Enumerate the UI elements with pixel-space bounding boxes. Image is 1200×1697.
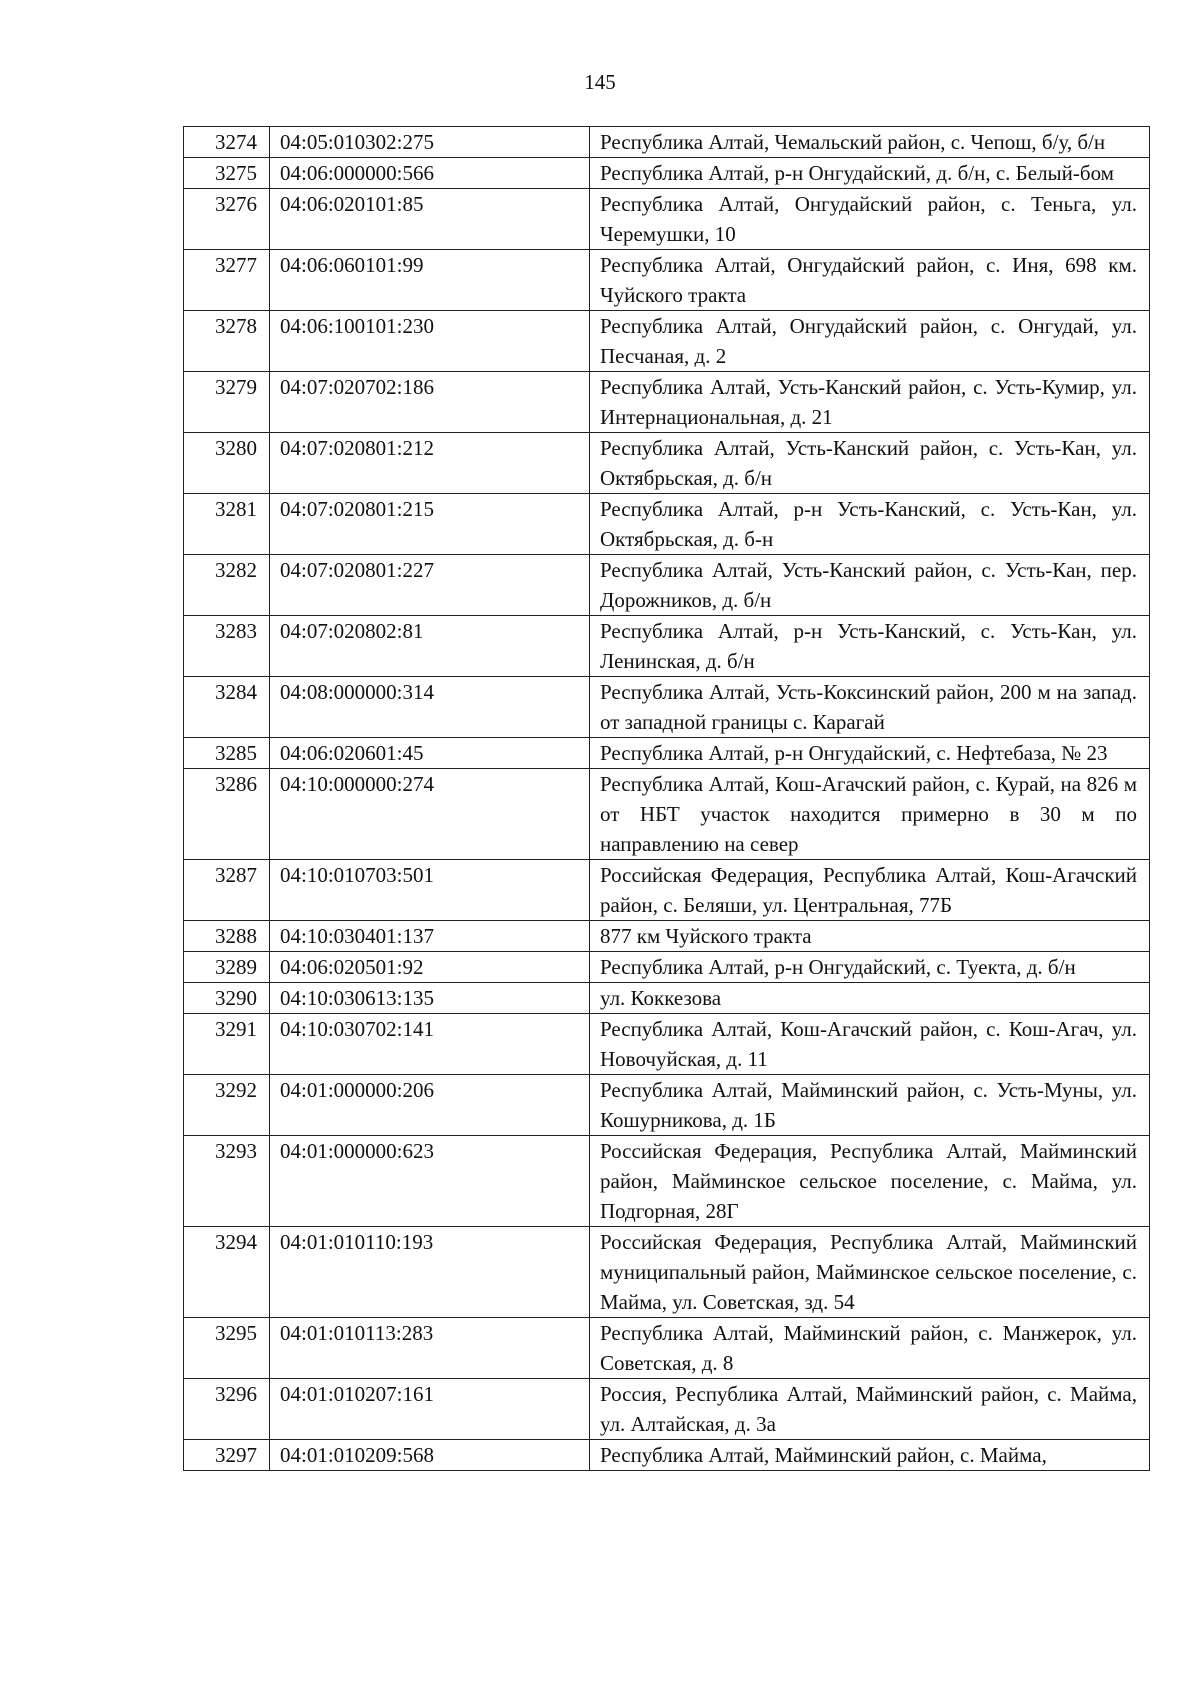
address-cell: Российская Федерация, Республика Алтай, Майминский район, Майминское сельское поселение, с. Майма, ул. Подгорная, 28Г: [590, 1136, 1150, 1227]
row-number-cell: 3293: [184, 1136, 270, 1227]
cadastral-number-cell: 04:06:020101:85: [270, 189, 590, 250]
address-cell: Республика Алтай, Онгудайский район, с. Теньга, ул. Черемушки, 10: [590, 189, 1150, 250]
row-number-cell: 3284: [184, 677, 270, 738]
row-number-cell: 3281: [184, 494, 270, 555]
table-row: [184, 1136, 1150, 1227]
cadastral-number-cell: 04:07:020801:215: [270, 494, 590, 555]
cadastral-number-cell: 04:06:000000:566: [270, 158, 590, 189]
cadastral-number-cell: 04:01:000000:623: [270, 1136, 590, 1227]
row-number-cell: 3283: [184, 616, 270, 677]
table-row: [184, 1227, 1150, 1318]
row-number-cell: 3288: [184, 921, 270, 952]
row-number-cell: 3282: [184, 555, 270, 616]
cadastral-number-cell: 04:05:010302:275: [270, 127, 590, 158]
cadastral-number-cell: 04:07:020801:212: [270, 433, 590, 494]
address-cell: Республика Алтай, Майминский район, с. Майма,: [590, 1440, 1150, 1471]
table-row: [184, 311, 1150, 372]
address-cell: Республика Алтай, Майминский район, с. Манжерок, ул. Советская, д. 8: [590, 1318, 1150, 1379]
row-number-cell: 3296: [184, 1379, 270, 1440]
table-row: [184, 433, 1150, 494]
address-cell: Республика Алтай, Кош-Агачский район, с. Курай, на 826 м от НБТ участок находится примерно в 30 м по направлению на север: [590, 769, 1150, 860]
cadastral-number-cell: 04:06:100101:230: [270, 311, 590, 372]
cadastral-number-cell: 04:01:010207:161: [270, 1379, 590, 1440]
row-number-cell: 3278: [184, 311, 270, 372]
table-row: [184, 616, 1150, 677]
table-row: [184, 952, 1150, 983]
table-row: [184, 1379, 1150, 1440]
address-cell: Республика Алтай, Майминский район, с. Усть-Муны, ул. Кошурникова, д. 1Б: [590, 1075, 1150, 1136]
row-number-cell: 3289: [184, 952, 270, 983]
table-row: [184, 158, 1150, 189]
table-row: [184, 127, 1150, 158]
row-number-cell: 3297: [184, 1440, 270, 1471]
table-row: [184, 983, 1150, 1014]
address-cell: Республика Алтай, Усть-Канский район, с. Усть-Кан, ул. Октябрьская, д. б/н: [590, 433, 1150, 494]
row-number-cell: 3287: [184, 860, 270, 921]
cadastral-number-cell: 04:01:000000:206: [270, 1075, 590, 1136]
address-cell: Республика Алтай, Чемальский район, с. Чепош, б/у, б/н: [590, 127, 1150, 158]
cadastral-number-cell: 04:01:010110:193: [270, 1227, 590, 1318]
row-number-cell: 3295: [184, 1318, 270, 1379]
cadastral-number-cell: 04:10:000000:274: [270, 769, 590, 860]
address-cell: Республика Алтай, Онгудайский район, с. Онгудай, ул. Песчаная, д. 2: [590, 311, 1150, 372]
address-cell: 877 км Чуйского тракта: [590, 921, 1150, 952]
address-cell: Республика Алтай, р-н Усть-Канский, с. Усть-Кан, ул. Ленинская, д. б/н: [590, 616, 1150, 677]
address-cell: Республика Алтай, р-н Онгудайский, с. Туекта, д. б/н: [590, 952, 1150, 983]
page-number: 145: [584, 70, 616, 94]
cadastral-number-cell: 04:07:020802:81: [270, 616, 590, 677]
table-row: [184, 677, 1150, 738]
address-cell: Республика Алтай, Усть-Коксинский район, 200 м на запад. от западной границы с. Карагай: [590, 677, 1150, 738]
registry-table: [183, 126, 1150, 1471]
cadastral-number-cell: 04:10:030702:141: [270, 1014, 590, 1075]
address-cell: Республика Алтай, р-н Онгудайский, д. б/н, с. Белый-бом: [590, 158, 1150, 189]
table-row: [184, 860, 1150, 921]
table-row: [184, 189, 1150, 250]
table-row: [184, 555, 1150, 616]
row-number-cell: 3276: [184, 189, 270, 250]
address-cell: Россия, Республика Алтай, Майминский район, с. Майма, ул. Алтайская, д. 3а: [590, 1379, 1150, 1440]
cadastral-number-cell: 04:10:030401:137: [270, 921, 590, 952]
cadastral-number-cell: 04:01:010113:283: [270, 1318, 590, 1379]
address-cell: Российская Федерация, Республика Алтай, Кош-Агачский район, с. Беляши, ул. Центральная, 77Б: [590, 860, 1150, 921]
row-number-cell: 3290: [184, 983, 270, 1014]
address-cell: Республика Алтай, Онгудайский район, с. Иня, 698 км. Чуйского тракта: [590, 250, 1150, 311]
row-number-cell: 3291: [184, 1014, 270, 1075]
address-cell: ул. Коккезова: [590, 983, 1150, 1014]
table-row: [184, 738, 1150, 769]
cadastral-number-cell: 04:10:010703:501: [270, 860, 590, 921]
cadastral-number-cell: 04:06:020601:45: [270, 738, 590, 769]
row-number-cell: 3277: [184, 250, 270, 311]
cadastral-number-cell: 04:07:020702:186: [270, 372, 590, 433]
table-row: [184, 921, 1150, 952]
table-row: [184, 1075, 1150, 1136]
row-number-cell: 3286: [184, 769, 270, 860]
row-number-cell: 3292: [184, 1075, 270, 1136]
cadastral-number-cell: 04:01:010209:568: [270, 1440, 590, 1471]
cadastral-number-cell: 04:08:000000:314: [270, 677, 590, 738]
cadastral-number-cell: 04:07:020801:227: [270, 555, 590, 616]
row-number-cell: 3294: [184, 1227, 270, 1318]
table-row: [184, 1440, 1150, 1471]
address-cell: Республика Алтай, Кош-Агачский район, с. Кош-Агач, ул. Новочуйская, д. 11: [590, 1014, 1150, 1075]
address-cell: Республика Алтай, Усть-Канский район, с. Усть-Кан, пер. Дорожников, д. б/н: [590, 555, 1150, 616]
address-cell: Российская Федерация, Республика Алтай, Майминский муниципальный район, Майминское сельское поселение, с. Майма, ул. Советская, зд. 54: [590, 1227, 1150, 1318]
address-cell: Республика Алтай, Усть-Канский район, с. Усть-Кумир, ул. Интернациональная, д. 21: [590, 372, 1150, 433]
registry-table-body: [184, 127, 1150, 1471]
row-number-cell: 3274: [184, 127, 270, 158]
cadastral-number-cell: 04:10:030613:135: [270, 983, 590, 1014]
table-row: [184, 769, 1150, 860]
table-row: [184, 1014, 1150, 1075]
row-number-cell: 3285: [184, 738, 270, 769]
table-row: [184, 494, 1150, 555]
table-row: [184, 1318, 1150, 1379]
row-number-cell: 3279: [184, 372, 270, 433]
cadastral-number-cell: 04:06:020501:92: [270, 952, 590, 983]
address-cell: Республика Алтай, р-н Онгудайский, с. Нефтебаза, № 23: [590, 738, 1150, 769]
address-cell: Республика Алтай, р-н Усть-Канский, с. Усть-Кан, ул. Октябрьская, д. б-н: [590, 494, 1150, 555]
table-row: [184, 372, 1150, 433]
table-row: [184, 250, 1150, 311]
row-number-cell: 3280: [184, 433, 270, 494]
cadastral-number-cell: 04:06:060101:99: [270, 250, 590, 311]
row-number-cell: 3275: [184, 158, 270, 189]
